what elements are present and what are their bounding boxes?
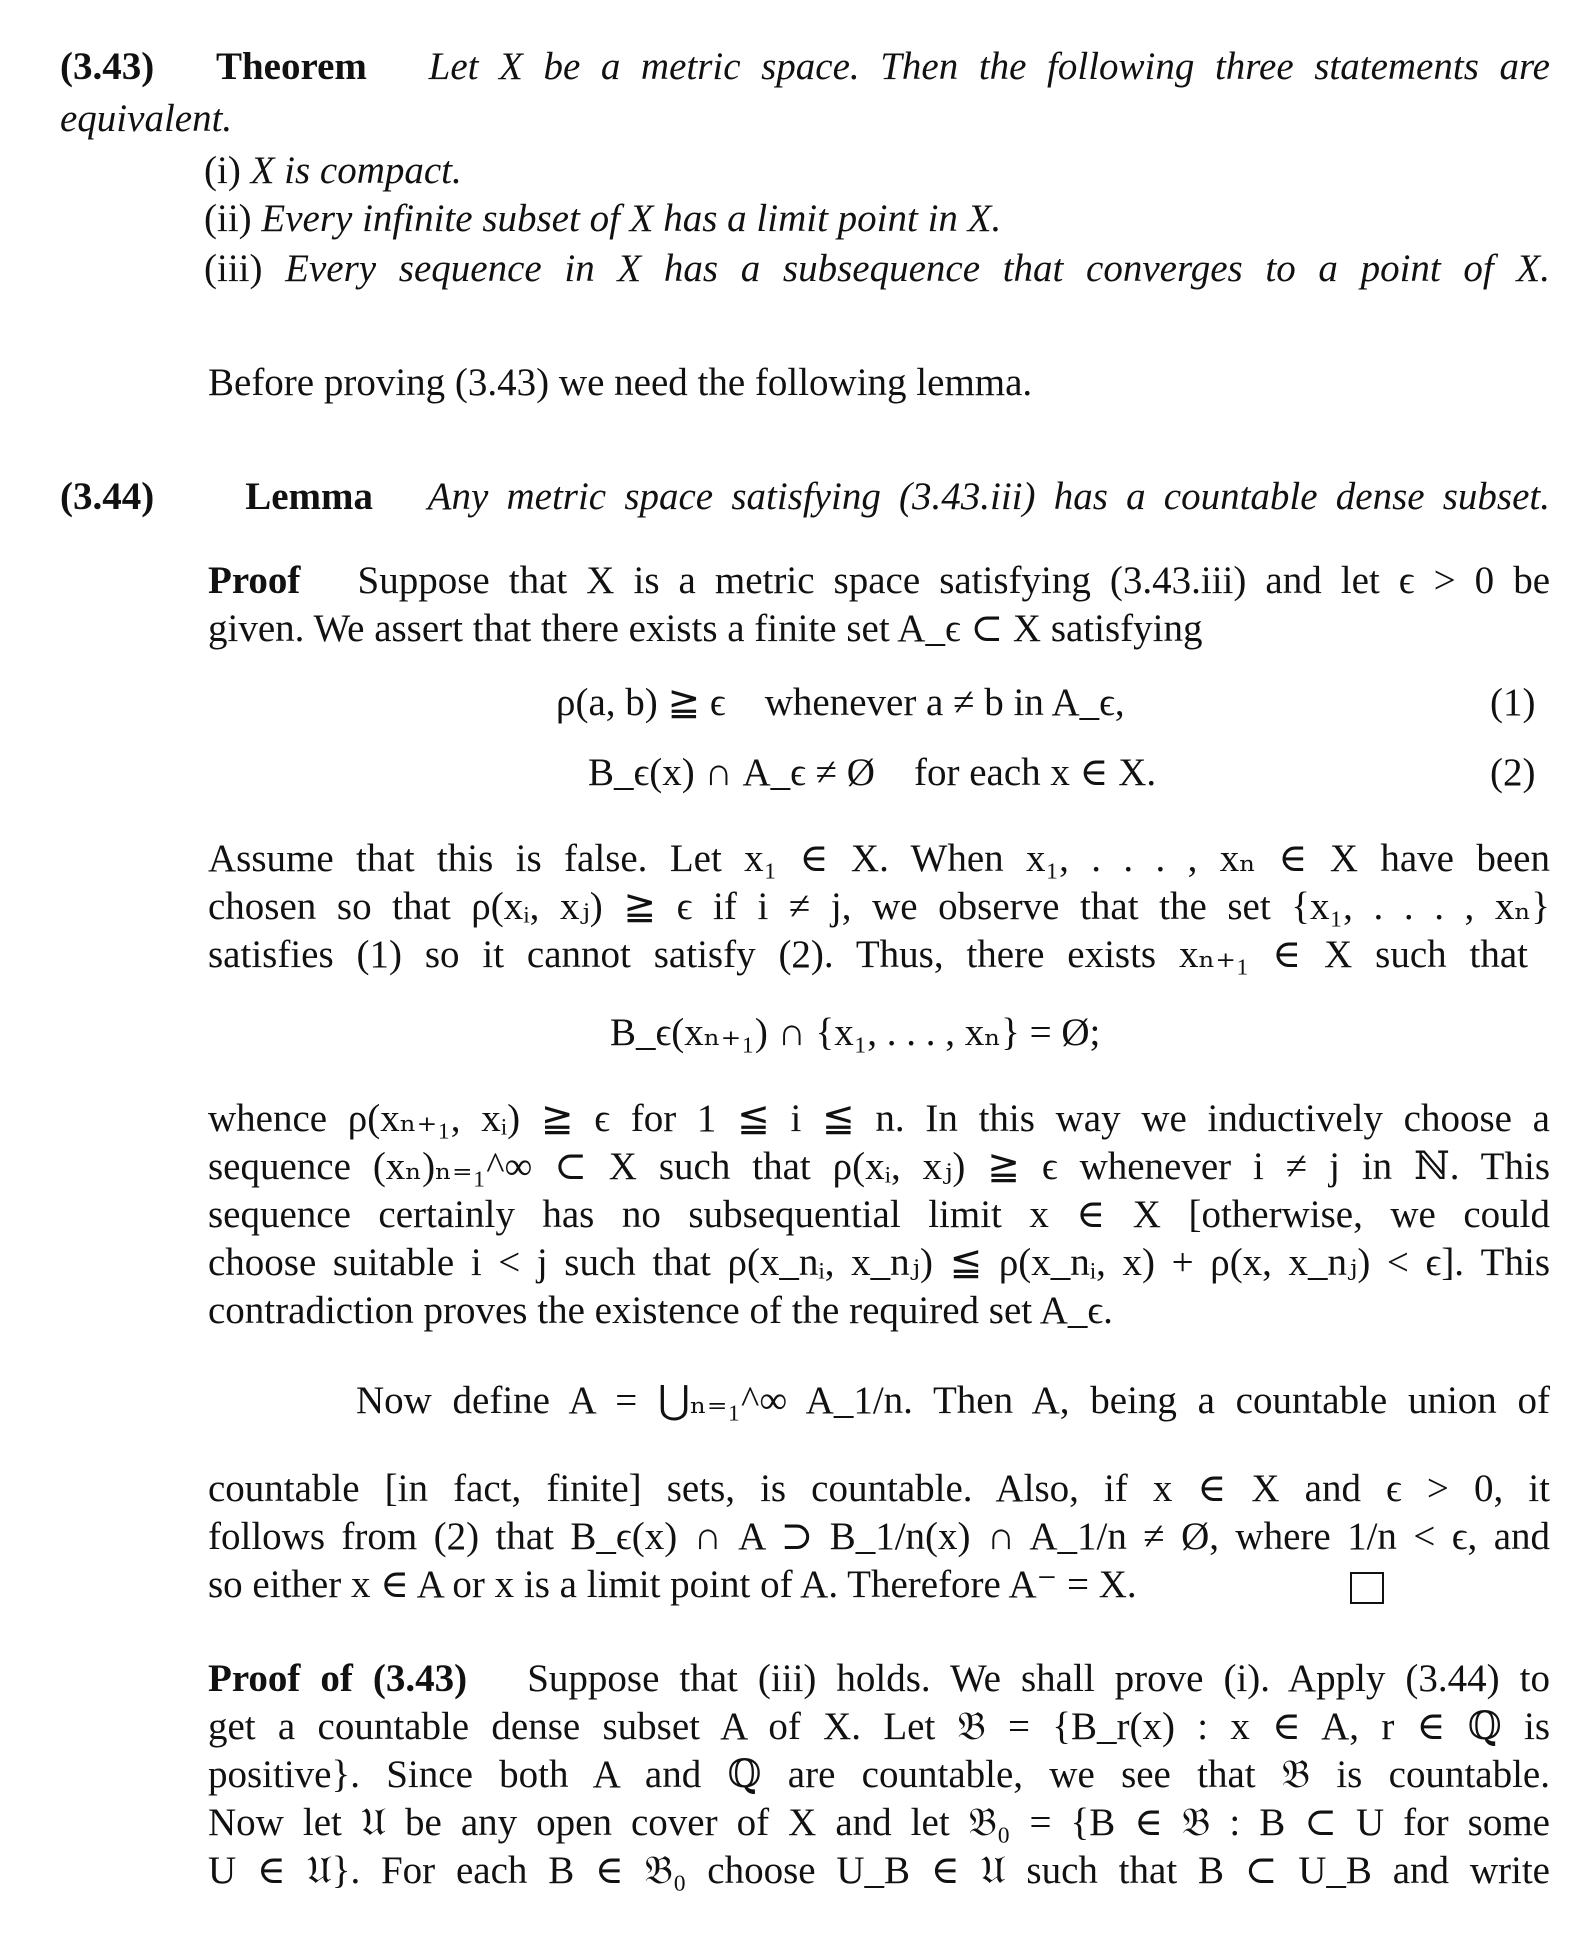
proof2-text-1: Suppose that (iii) holds. We shall prove (i). Apply (3.44) to — [527, 1657, 1550, 1700]
qed-box-icon — [1350, 1572, 1384, 1604]
item-text: Every sequence in X has a subsequence that converges to a point of X. — [285, 247, 1551, 290]
lemma-number: (3.44) — [60, 475, 155, 518]
para4-line-1: Now define A = ⋃ₙ₌₁^∞ A_1/n. Then A, being a countable union of — [356, 1379, 1550, 1422]
lemma-heading: Lemma — [245, 475, 374, 518]
para3-line-4: choose suitable i < j such that ρ(x_nᵢ, x_nⱼ) ≦ ρ(x_nᵢ, x) + ρ(x, x_nⱼ) < ϵ]. This — [208, 1241, 1550, 1284]
equation-1-rhs: whenever a ≠ b in A_ϵ, — [764, 681, 1125, 724]
item-text: X is compact. — [250, 149, 462, 192]
intro-sentence: Before proving (3.43) we need the following lemma. — [208, 361, 1033, 404]
item-label: (i) — [204, 149, 241, 192]
equation-1 — [556, 680, 1125, 726]
proof-text-1: Suppose that X is a metric space satisfying (3.43.iii) and let ϵ > 0 be — [357, 559, 1551, 602]
para4-line-4: so either x ∈ A or x is a limit point of A. Therefore A⁻ = X. — [208, 1563, 1137, 1606]
equation-2-lhs: B_ϵ(x) ∩ A_ϵ ≠ Ø — [588, 751, 875, 794]
proof2-heading: Proof of (3.43) — [208, 1657, 468, 1700]
proof2-line-4: Now let 𝔘 be any open cover of X and let 𝔅₀ = {B ∈ 𝔅 : B ⊂ U for some — [208, 1801, 1550, 1844]
theorem-number: (3.43) — [60, 45, 155, 88]
lemma-statement: Any metric space satisfying (3.43.iii) has a countable dense subset. — [427, 475, 1551, 518]
theorem-item-ii — [204, 196, 1001, 242]
equation-2 — [588, 750, 1156, 796]
proof2-line-1 — [208, 1656, 1550, 1702]
theorem-item-iii — [204, 246, 1550, 292]
para3-line-2: sequence (xₙ)ₙ₌₁^∞ ⊂ X such that ρ(xᵢ, xⱼ) ≧ ϵ whenever i ≠ j in ℕ. This — [208, 1145, 1550, 1188]
equation-2-rhs: for each x ∈ X. — [913, 751, 1157, 794]
para3-line-1: whence ρ(xₙ₊₁, xᵢ) ≧ ϵ for 1 ≦ i ≦ n. In this way we inductively choose a — [208, 1097, 1550, 1140]
equation-1-lhs: ρ(a, b) ≧ ϵ — [556, 681, 726, 724]
display-equation: B_ϵ(xₙ₊₁) ∩ {x₁, . . . , xₙ} = Ø; — [610, 1011, 1101, 1054]
theorem-line-2: equivalent. — [60, 97, 233, 140]
para2-line-2: chosen so that ρ(xᵢ, xⱼ) ≧ ϵ if i ≠ j, we observe that the set {x₁, . . . , xₙ} — [208, 885, 1550, 928]
proof-heading: Proof — [208, 559, 301, 602]
theorem-item-i — [204, 148, 462, 194]
theorem-line-1 — [60, 44, 1550, 90]
para3-line-5: contradiction proves the existence of the required set A_ϵ. — [208, 1289, 1113, 1332]
equation-2-tag: (2) — [1490, 751, 1536, 794]
item-text: Every infinite subset of X has a limit point in X. — [261, 197, 1002, 240]
theorem-heading: Theorem — [215, 45, 367, 88]
item-label: (ii) — [204, 197, 252, 240]
theorem-statement-1: Let X be a metric space. Then the following three statements are — [428, 45, 1550, 88]
proof2-line-3: positive}. Since both A and ℚ are countable, we see that 𝔅 is countable. — [208, 1753, 1550, 1796]
equation-1-tag: (1) — [1490, 681, 1536, 724]
para3-line-3: sequence certainly has no subsequential limit x ∈ X [otherwise, we could — [208, 1193, 1550, 1236]
para2-line-3: satisfies (1) so it cannot satisfy (2). Thus, there exists xₙ₊₁ ∈ X such that — [208, 933, 1528, 976]
para2-line-1: Assume that this is false. Let x₁ ∈ X. When x₁, . . . , xₙ ∈ X have been — [208, 837, 1550, 880]
para4-line-2: countable [in fact, finite] sets, is countable. Also, if x ∈ X and ϵ > 0, it — [208, 1467, 1550, 1510]
para4-line-3: follows from (2) that B_ϵ(x) ∩ A ⊃ B_1/n(x) ∩ A_1/n ≠ Ø, where 1/n < ϵ, and — [208, 1515, 1550, 1558]
item-label: (iii) — [204, 247, 263, 290]
proof2-line-5: U ∈ 𝔘}. For each B ∈ 𝔅₀ choose U_B ∈ 𝔘 such that B ⊂ U_B and write — [208, 1849, 1550, 1892]
proof-line-1 — [208, 558, 1550, 604]
proof2-line-2: get a countable dense subset A of X. Let 𝔅 = {B_r(x) : x ∈ A, r ∈ ℚ is — [208, 1705, 1550, 1748]
proof-line-2: given. We assert that there exists a finite set A_ϵ ⊂ X satisfying — [208, 607, 1203, 650]
lemma-line — [60, 474, 1550, 520]
